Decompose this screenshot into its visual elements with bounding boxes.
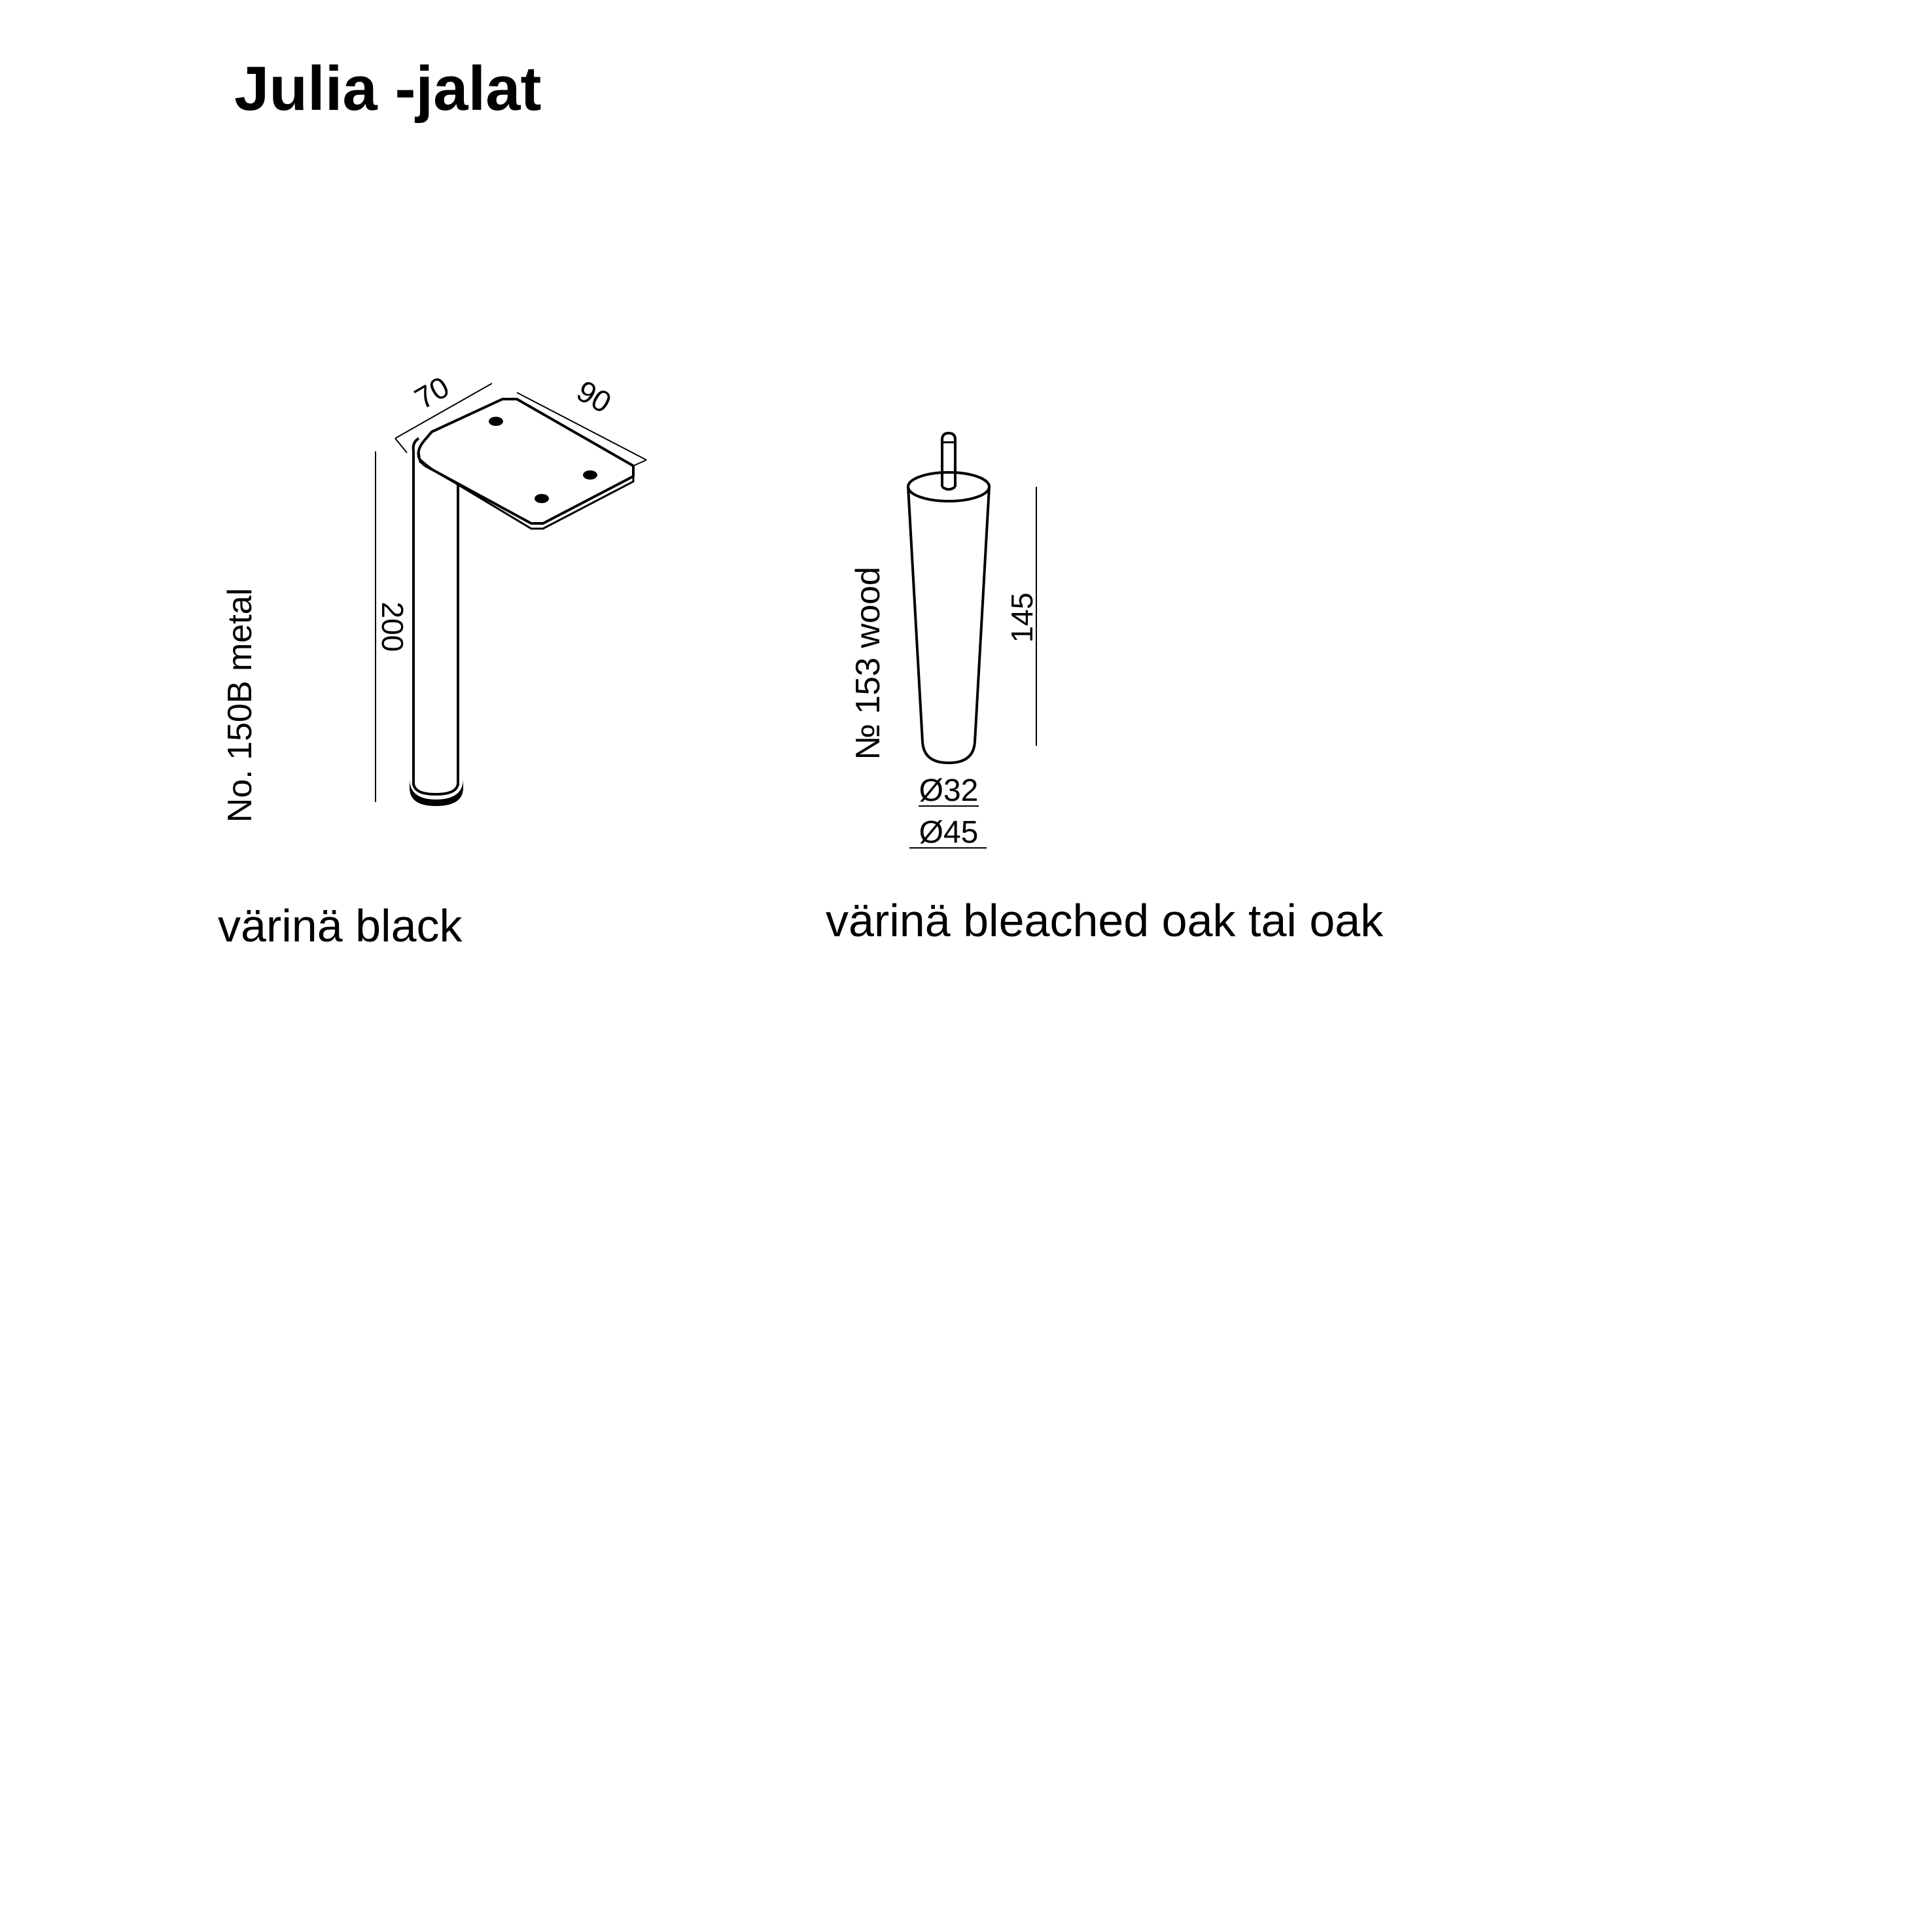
dim-90-label: 90 — [571, 373, 618, 420]
dim-ø45-label: Ø45 — [919, 815, 979, 850]
metal-leg-model-label: No. 150B metal — [221, 588, 259, 823]
screw-hole — [583, 470, 597, 480]
page-title: Julia -jalat — [234, 54, 542, 124]
dim-145-label: 145 — [1005, 592, 1039, 643]
metal-leg-drawing — [376, 383, 646, 806]
wood-leg-top — [908, 472, 989, 501]
wood-leg-bolt — [942, 433, 955, 487]
wood-leg-body — [908, 487, 989, 763]
wood-leg-color-caption: värinä bleached oak tai oak — [826, 895, 1384, 946]
screw-hole — [535, 494, 549, 503]
dim-ø32-label: Ø32 — [919, 773, 979, 808]
wood-leg-model-label: № 153 wood — [849, 567, 887, 760]
screw-hole — [489, 417, 503, 426]
dim-200-label: 200 — [376, 601, 410, 652]
metal-leg-tube — [413, 451, 458, 785]
dim-70-label: 70 — [408, 369, 455, 416]
metal-leg-foot — [410, 779, 463, 806]
metal-leg-color-caption: värinä black — [218, 900, 463, 951]
